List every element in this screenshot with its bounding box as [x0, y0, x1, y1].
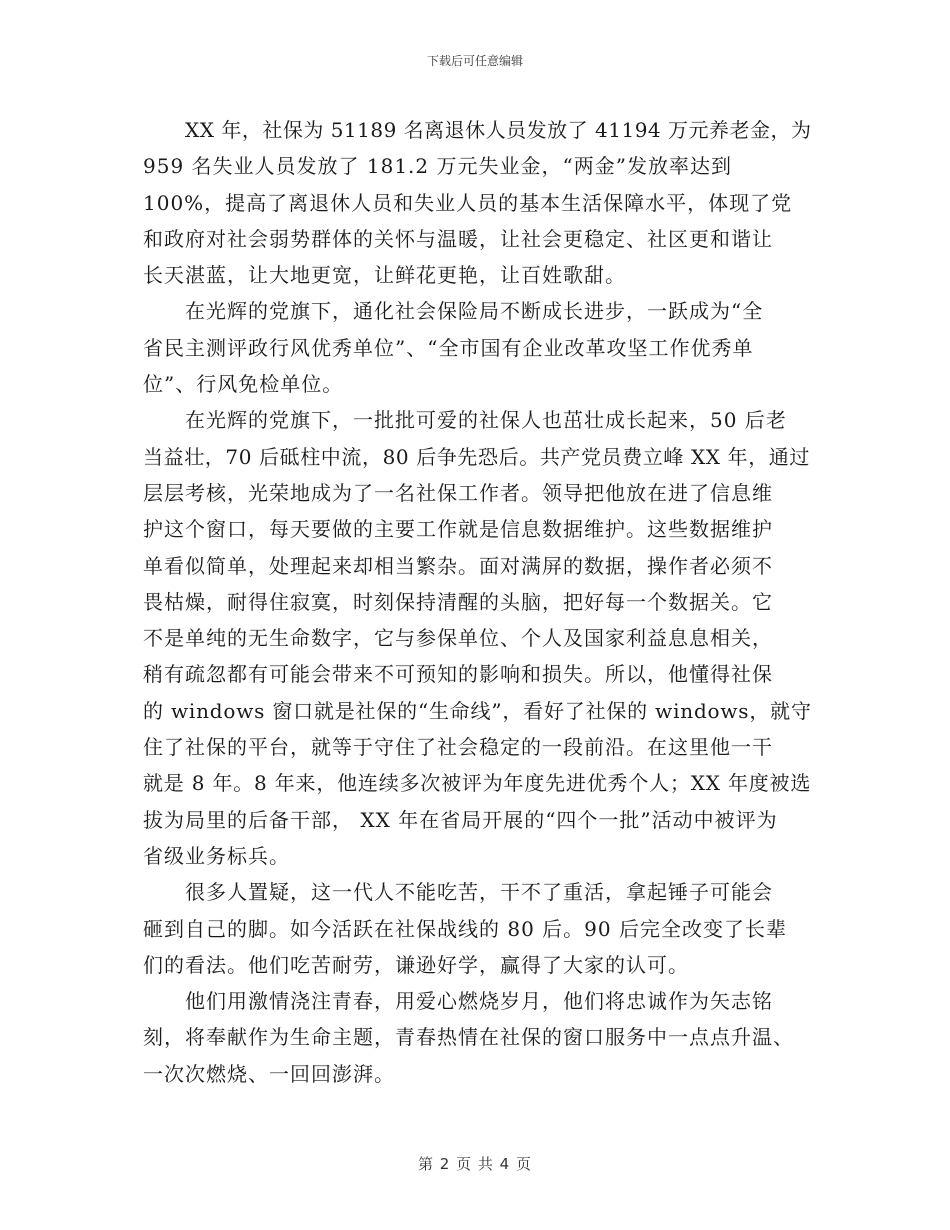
text-line: 畏枯燥，耐得住寂寞，时刻保持清醒的头脑，把好每一个数据关。它 [143, 589, 773, 614]
page-header: 下载后可任意编辑 [426, 54, 523, 68]
text-line: 很多人置疑，这一代人不能吃苦，干不了重活，拿起锤子可能会 [185, 880, 773, 905]
text-line: 住了社保的平台，就等于守住了社会稳定的一段前沿。在这里他一干 [143, 735, 773, 760]
text-line: XX 年，社保为 51189 名离退休人员发放了 41194 万元养老金，为 [185, 118, 812, 142]
text-line: 959 名失业人员发放了 181.2 万元失业金，“两金”发放率达到 [143, 154, 732, 179]
text-line: 和政府对社会弱势群体的关怀与温暖，让社会更稳定、社区更和谐让 [143, 226, 773, 251]
text-line: 护这个窗口，每天要做的主要工作就是信息数据维护。这些数据维护 [143, 517, 773, 542]
text-line: 的 windows 窗口就是社保的“生命线”，看好了社保的 windows，就守 [143, 698, 812, 723]
text-line: 砸到自己的脚。如今活跃在社保战线的 80 后。90 后完全改变了长辈 [143, 916, 787, 941]
text-line: 一次次燃烧、一回回澎湃。 [143, 1061, 395, 1086]
text-line: 单看似简单，处理起来却相当繁杂。面对满屏的数据，操作者必须不 [143, 553, 773, 578]
text-line: 拔为局里的后备干部， XX 年在省局开展的“四个一批”活动中被评为 [143, 807, 778, 832]
text-line: 省级业务标兵。 [143, 843, 290, 868]
text-line: 长天湛蓝，让大地更宽，让鲜花更艳，让百姓歌甜。 [143, 263, 626, 288]
text-line: 在光辉的党旗下，通化社会保险局不断成长进步，一跃成为“全 [185, 299, 764, 324]
text-line: 就是 8 年。8 年来，他连续多次被评为年度先进优秀个人；XX 年度被选 [143, 771, 812, 796]
text-line: 们的看法。他们吃苦耐劳，谦逊好学，赢得了大家的认可。 [143, 952, 689, 977]
text-line: 他们用激情浇注青春，用爱心燃烧岁月，他们将忠诚作为矢志铭 [185, 989, 773, 1014]
text-line: 省民主测评政行风优秀单位”、“全市国有企业改革攻坚工作优秀单 [143, 335, 754, 360]
page-footer: 第 2 页 共 4 页 [418, 1155, 532, 1173]
text-line: 层层考核，光荣地成为了一名社保工作者。领导把他放在进了信息维 [143, 480, 773, 505]
text-line: 刻，将奉献作为生命主题，青春热情在社保的窗口服务中一点点升温、 [143, 1025, 794, 1050]
text-line: 100%，提高了离退休人员和失业人员的基本生活保障水平，体现了党 [143, 190, 793, 215]
text-line: 位”、行风免检单位。 [143, 372, 344, 397]
text-line: 稍有疏忽都有可能会带来不可预知的影响和损失。所以，他懂得社保 [143, 662, 773, 687]
document-body [143, 112, 813, 1092]
text-line: 在光辉的党旗下，一批批可爱的社保人也茁壮成长起来，50 后老 [185, 408, 787, 433]
text-line: 不是单纯的无生命数字，它与参保单位、个人及国家利益息息相关， [143, 626, 773, 651]
text-line: 当益壮，70 后砥柱中流，80 后争先恐后。共产党员费立峰 XX 年，通过 [143, 444, 811, 469]
